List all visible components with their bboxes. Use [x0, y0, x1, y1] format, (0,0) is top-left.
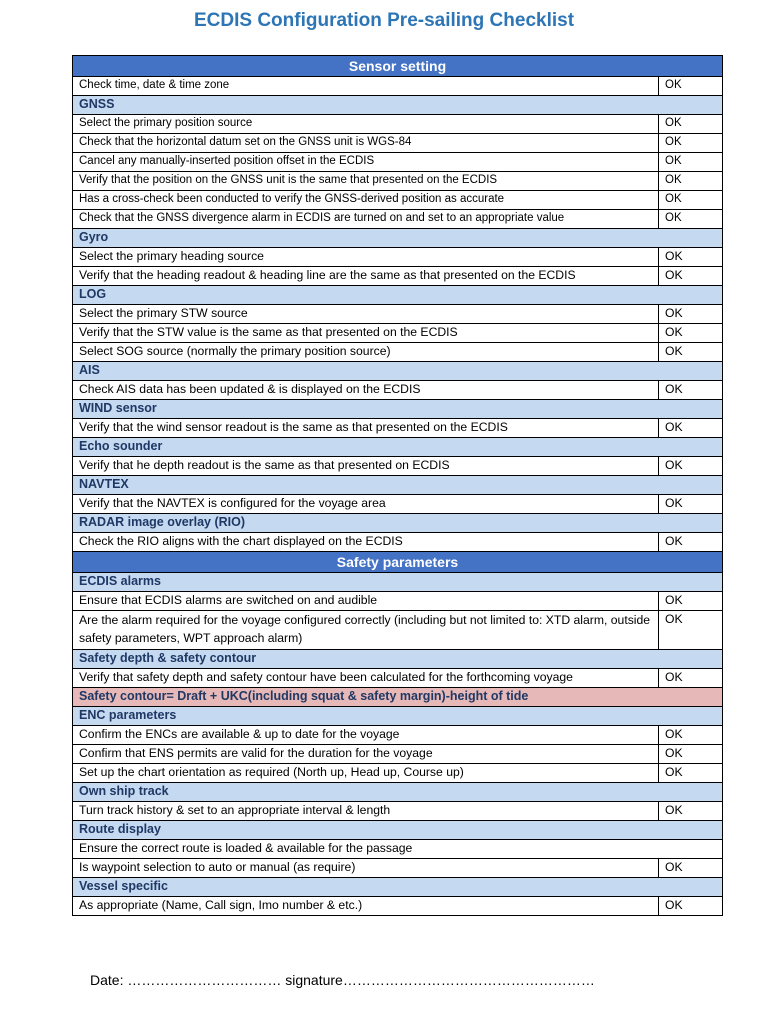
checklist-item-status: OK [659, 324, 723, 343]
checklist-item-status: OK [659, 210, 723, 229]
date-field: Date: …………………………… [90, 972, 282, 988]
signature-field: signature……………………………………………… [285, 972, 595, 988]
checklist-row [73, 191, 723, 210]
section-header-sensor-setting [73, 56, 723, 77]
checklist-item-text: Verify that the wind sensor readout is the same as that presented on the ECDIS [73, 419, 659, 438]
category-row-safety-depth-contour [73, 650, 723, 669]
category-label: Echo sounder [73, 438, 723, 457]
checklist-item-text: Has a cross-check been conducted to verify the GNSS-derived position as accurate [73, 191, 659, 210]
category-label: Vessel specific [73, 878, 723, 897]
checklist-row [73, 77, 723, 96]
checklist-item-text: Verify that safety depth and safety contour have been calculated for the forthcoming voyage [73, 669, 659, 688]
checklist-item-text: Set up the chart orientation as required (North up, Head up, Course up) [73, 764, 659, 783]
category-label: Gyro [73, 229, 723, 248]
checklist-row [73, 134, 723, 153]
checklist-item-status: OK [659, 495, 723, 514]
checklist-item-status: OK [659, 248, 723, 267]
checklist-row [73, 115, 723, 134]
category-row-log [73, 286, 723, 305]
checklist-row [73, 381, 723, 400]
category-label: ECDIS alarms [73, 573, 723, 592]
checklist-item-status: OK [659, 745, 723, 764]
checklist-item-status: OK [659, 859, 723, 878]
checklist-item-status: OK [659, 611, 723, 650]
category-label: LOG [73, 286, 723, 305]
checklist-item-text: Check that the GNSS divergence alarm in ECDIS are turned on and set to an appropriate value [73, 210, 659, 229]
category-row-navtex [73, 476, 723, 495]
checklist-item-text: Select the primary STW source [73, 305, 659, 324]
checklist-row [73, 859, 723, 878]
checklist-row [73, 267, 723, 286]
checklist-item-text: Are the alarm required for the voyage configured correctly (including but not limited to: XTD alarm, outside safety parameters, WPT approach alarm) [73, 611, 659, 650]
signature-line [90, 972, 595, 988]
safety-contour-formula: Safety contour= Draft + UKC(including squat & safety margin)-height of tide [73, 688, 723, 707]
checklist-item-status: OK [659, 77, 723, 96]
category-row-radar-image-overlay [73, 514, 723, 533]
checklist-item-status: OK [659, 115, 723, 134]
checklist-item-status: OK [659, 533, 723, 552]
checklist-row [73, 897, 723, 916]
checklist-row [73, 324, 723, 343]
section-header-label: Safety parameters [73, 552, 723, 573]
category-label: NAVTEX [73, 476, 723, 495]
checklist-item-status: OK [659, 305, 723, 324]
checklist-row [73, 764, 723, 783]
checklist-item-text: Verify that he depth readout is the same as that presented on ECDIS [73, 457, 659, 476]
checklist-item-text: Select SOG source (normally the primary position source) [73, 343, 659, 362]
checklist-item-text: Verify that the heading readout & heading line are the same as that presented on the ECDIS [73, 267, 659, 286]
checklist-item-status: OK [659, 802, 723, 821]
checklist-item-status: OK [659, 897, 723, 916]
category-label: WIND sensor [73, 400, 723, 419]
checklist-item-text: Ensure the correct route is loaded & available for the passage [73, 840, 723, 859]
category-row-enc-parameters [73, 707, 723, 726]
checklist-row [73, 153, 723, 172]
checklist-item-status: OK [659, 457, 723, 476]
safety-contour-formula-row [73, 688, 723, 707]
page-title: ECDIS Configuration Pre-sailing Checklist [193, 10, 575, 31]
category-label: Own ship track [73, 783, 723, 802]
category-row-gnss [73, 96, 723, 115]
checklist-item-status: OK [659, 153, 723, 172]
checklist-row [73, 726, 723, 745]
checklist-table [72, 55, 723, 916]
category-label: Route display [73, 821, 723, 840]
checklist-item-text: Confirm that ENS permits are valid for the duration for the voyage [73, 745, 659, 764]
checklist-item-text: Cancel any manually-inserted position offset in the ECDIS [73, 153, 659, 172]
checklist-row [73, 172, 723, 191]
checklist-item-text: As appropriate (Name, Call sign, Imo number & etc.) [73, 897, 659, 916]
checklist-item-status: OK [659, 343, 723, 362]
checklist-row [73, 533, 723, 552]
category-row-own-ship-track [73, 783, 723, 802]
checklist-row [73, 457, 723, 476]
checklist-item-text: Ensure that ECDIS alarms are switched on and audible [73, 592, 659, 611]
checklist-item-text: Confirm the ENCs are available & up to date for the voyage [73, 726, 659, 745]
checklist-item-status: OK [659, 592, 723, 611]
checklist-row [73, 343, 723, 362]
checklist-item-text: Select the primary heading source [73, 248, 659, 267]
checklist-item-text: Check that the horizontal datum set on the GNSS unit is WGS-84 [73, 134, 659, 153]
checklist-item-status: OK [659, 419, 723, 438]
checklist-item-text: Check AIS data has been updated & is displayed on the ECDIS [73, 381, 659, 400]
checklist-item-text: Select the primary position source [73, 115, 659, 134]
checklist-item-status: OK [659, 669, 723, 688]
checklist-item-status: OK [659, 134, 723, 153]
checklist-row [73, 745, 723, 764]
category-label: GNSS [73, 96, 723, 115]
category-row-vessel-specific [73, 878, 723, 897]
section-header-safety-parameters [73, 552, 723, 573]
checklist-row [73, 802, 723, 821]
checklist-row [73, 592, 723, 611]
checklist-row [73, 419, 723, 438]
checklist-item-text: Verify that the NAVTEX is configured for the voyage area [73, 495, 659, 514]
checklist-item-status: OK [659, 191, 723, 210]
checklist-row [73, 669, 723, 688]
checklist-row [73, 840, 723, 859]
checklist-item-text: Turn track history & set to an appropriate interval & length [73, 802, 659, 821]
checklist-row [73, 210, 723, 229]
checklist-item-text: Check the RIO aligns with the chart displayed on the ECDIS [73, 533, 659, 552]
section-header-label: Sensor setting [73, 56, 723, 77]
checklist-row [73, 611, 723, 650]
checklist-item-status: OK [659, 726, 723, 745]
checklist-item-text: Is waypoint selection to auto or manual (as require) [73, 859, 659, 878]
checklist-item-text: Verify that the STW value is the same as that presented on the ECDIS [73, 324, 659, 343]
category-row-ecdis-alarms [73, 573, 723, 592]
checklist-item-status: OK [659, 172, 723, 191]
category-row-echo-sounder [73, 438, 723, 457]
checklist-row [73, 305, 723, 324]
category-label: RADAR image overlay (RIO) [73, 514, 723, 533]
checklist-item-status: OK [659, 764, 723, 783]
checklist-item-text: Check time, date & time zone [73, 77, 659, 96]
category-label: AIS [73, 362, 723, 381]
category-row-ais [73, 362, 723, 381]
category-label: Safety depth & safety contour [73, 650, 723, 669]
category-row-wind-sensor [73, 400, 723, 419]
checklist-item-status: OK [659, 381, 723, 400]
category-label: ENC parameters [73, 707, 723, 726]
checklist-row [73, 495, 723, 514]
category-row-gyro [73, 229, 723, 248]
checklist-item-status: OK [659, 267, 723, 286]
category-row-route-display [73, 821, 723, 840]
checklist-item-text: Verify that the position on the GNSS unit is the same that presented on the ECDIS [73, 172, 659, 191]
checklist-row [73, 248, 723, 267]
